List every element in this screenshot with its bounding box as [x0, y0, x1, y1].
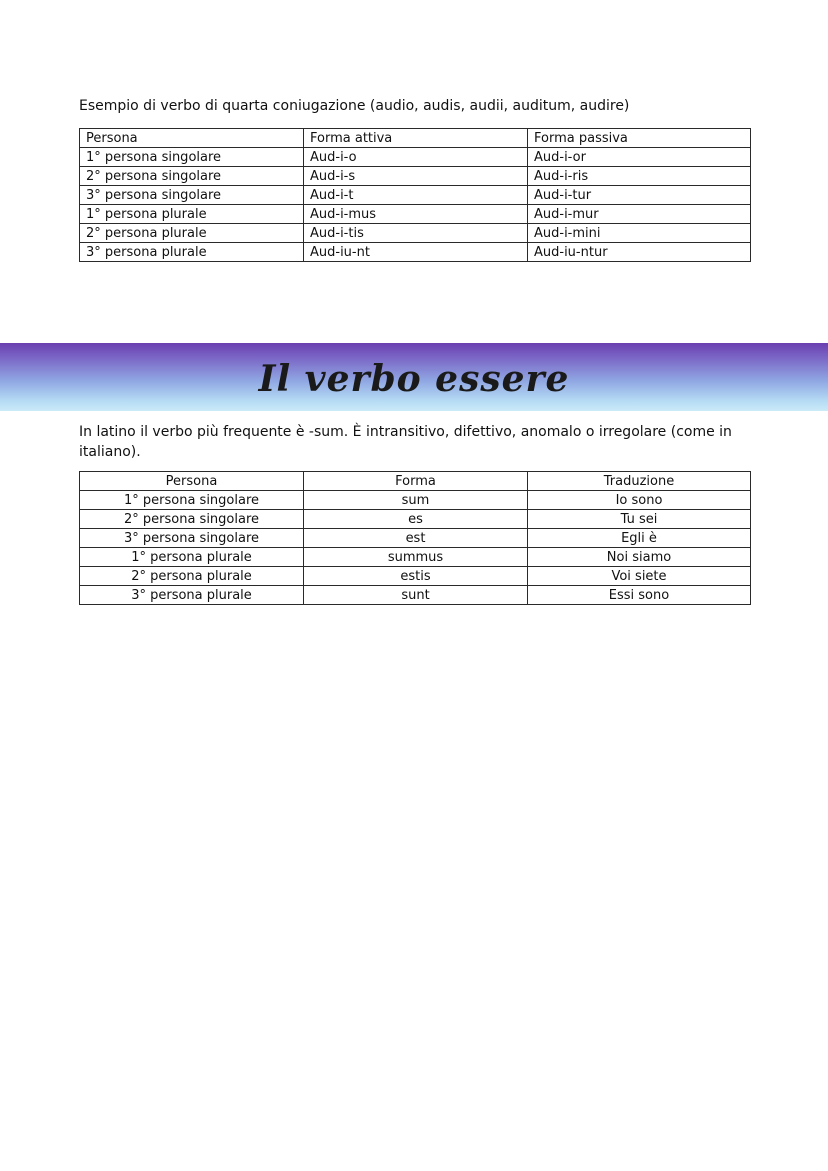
- table-cell: 3° persona plurale: [80, 243, 304, 262]
- table-cell: 1° persona plurale: [80, 205, 304, 224]
- table-row: [80, 167, 751, 186]
- table-row: [80, 491, 751, 510]
- table-cell: 1° persona plurale: [80, 548, 304, 567]
- table-cell: Aud-i-o: [304, 148, 528, 167]
- table-row: [80, 567, 751, 586]
- table-row: [80, 148, 751, 167]
- page-title: Il verbo essere: [258, 358, 570, 400]
- table-cell: 2° persona singolare: [80, 510, 304, 529]
- table-row: [80, 224, 751, 243]
- conjugation-table-sum: [79, 471, 751, 605]
- table-cell: Egli è: [528, 529, 751, 548]
- header-cell-forma: Forma: [304, 472, 528, 491]
- table-row: [80, 243, 751, 262]
- table-cell: Aud-i-tis: [304, 224, 528, 243]
- table-cell: Aud-i-or: [528, 148, 751, 167]
- table-row: [80, 586, 751, 605]
- table-cell: Aud-i-ris: [528, 167, 751, 186]
- header-cell-traduzione: Traduzione: [528, 472, 751, 491]
- table-header-row: [80, 472, 751, 491]
- header-cell-persona: Persona: [80, 472, 304, 491]
- table-cell: summus: [304, 548, 528, 567]
- table-cell: Aud-i-s: [304, 167, 528, 186]
- table-cell: Voi siete: [528, 567, 751, 586]
- header-cell-persona: Persona: [80, 129, 304, 148]
- table-cell: Aud-i-tur: [528, 186, 751, 205]
- table-row: [80, 548, 751, 567]
- table-row: [80, 186, 751, 205]
- table-cell: 1° persona singolare: [80, 148, 304, 167]
- table-cell: Aud-iu-ntur: [528, 243, 751, 262]
- table-cell: sum: [304, 491, 528, 510]
- table-cell: Essi sono: [528, 586, 751, 605]
- table-cell: Aud-i-mur: [528, 205, 751, 224]
- table-cell: 2° persona plurale: [80, 567, 304, 586]
- table-row: [80, 529, 751, 548]
- table-cell: 3° persona plurale: [80, 586, 304, 605]
- table-cell: estis: [304, 567, 528, 586]
- table-cell: 1° persona singolare: [80, 491, 304, 510]
- table-cell: 3° persona singolare: [80, 529, 304, 548]
- section2-intro: In latino il verbo più frequente è -sum. È intransitivo, difettivo, anomalo o irregolare (come in italiano).: [79, 424, 732, 460]
- table-cell: es: [304, 510, 528, 529]
- table-cell: Aud-iu-nt: [304, 243, 528, 262]
- table-row: [80, 510, 751, 529]
- table-cell: est: [304, 529, 528, 548]
- table-cell: Aud-i-mini: [528, 224, 751, 243]
- table-cell: Tu sei: [528, 510, 751, 529]
- table-cell: 3° persona singolare: [80, 186, 304, 205]
- section1-intro: Esempio di verbo di quarta coniugazione (audio, audis, audii, auditum, audire): [79, 98, 630, 114]
- table-cell: 2° persona plurale: [80, 224, 304, 243]
- table-cell: Aud-i-mus: [304, 205, 528, 224]
- header-cell-forma-attiva: Forma attiva: [304, 129, 528, 148]
- table-header-row: [80, 129, 751, 148]
- table-cell: Io sono: [528, 491, 751, 510]
- table-cell: Aud-i-t: [304, 186, 528, 205]
- header-cell-forma-passiva: Forma passiva: [528, 129, 751, 148]
- table-cell: 2° persona singolare: [80, 167, 304, 186]
- conjugation-table-audire: [79, 128, 751, 262]
- table-cell: sunt: [304, 586, 528, 605]
- table-cell: Noi siamo: [528, 548, 751, 567]
- table-row: [80, 205, 751, 224]
